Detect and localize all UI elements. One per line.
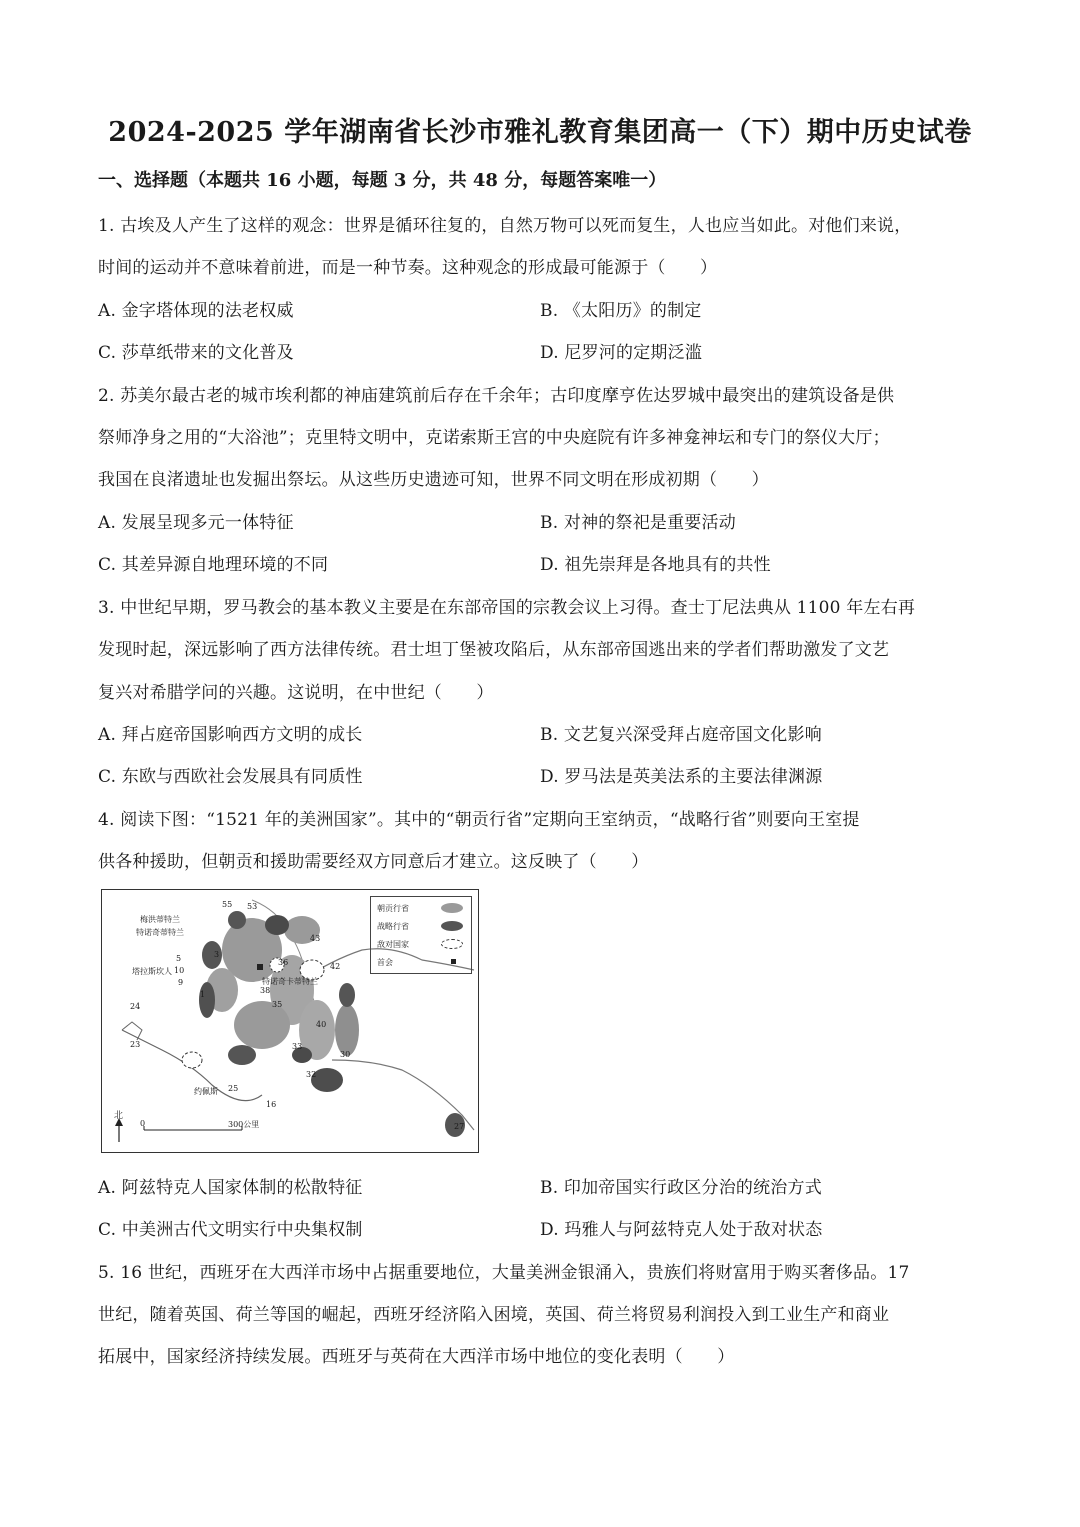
- q4-stem-line: 4. 阅读下图：“1521 年的美洲国家”。其中的“朝贡行省”定期向王室纳贡，“战略行省”则要向王室提: [98, 810, 860, 830]
- legend-label: 敌对国家: [377, 940, 409, 949]
- q2-option-c: C. 其差异源自地理环境的不同: [98, 555, 329, 575]
- q4-option-a: A. 阿兹特克人国家体制的松散特征: [98, 1178, 363, 1198]
- map-place-label: 约佩斯: [194, 1087, 218, 1096]
- q2-stem-line: 2. 苏美尔最古老的城市埃利都的神庙建筑前后存在千余年；古印度摩亨佐达罗城中最突出的建筑设备是供: [98, 386, 895, 406]
- q4-option-d: D. 玛雅人与阿兹特克人处于敌对状态: [540, 1220, 823, 1240]
- map-number: 16: [266, 1100, 277, 1109]
- map-number: 53: [247, 902, 258, 911]
- map-number: 23: [130, 1040, 141, 1049]
- aztec-map-figure: [101, 889, 479, 1153]
- legend-label: 战略行省: [377, 922, 409, 931]
- map-number: 35: [272, 1000, 283, 1009]
- q2-option-b: B. 对神的祭祀是重要活动: [540, 513, 736, 533]
- map-place-label: 特诺奇蒂特兰: [136, 928, 184, 937]
- map-number: 40: [316, 1020, 327, 1029]
- q2-stem-line: 我国在良渚遗址也发掘出祭坛。从这些历史遗迹可知，世界不同文明在形成初期（ ）: [98, 470, 769, 490]
- legend-label: 首会: [377, 958, 393, 967]
- exam-title: 2024-2025 学年湖南省长沙市雅礼教育集团高一（下）期中历史试卷: [108, 117, 972, 148]
- q3-option-c: C. 东欧与西欧社会发展具有同质性: [98, 767, 363, 787]
- q1-stem-line: 时间的运动并不意味着前进，而是一种节奏。这种观念的形成最可能源于（ ）: [98, 258, 718, 278]
- map-number: 3: [214, 950, 220, 959]
- map-number: 1: [200, 990, 206, 999]
- q4-option-b: B. 印加帝国实行政区分治的统治方式: [540, 1178, 822, 1198]
- map-place-label: 梅洪蒂特兰: [140, 915, 180, 924]
- q1-stem-line: 1. 古埃及人产生了这样的观念：世界是循环往复的，自然万物可以死而复生，人也应当如此。对他们来说，: [98, 216, 912, 236]
- scale-start-label: 0: [140, 1119, 146, 1128]
- map-number: 30: [340, 1050, 351, 1059]
- map-number: 43: [310, 934, 321, 943]
- map-number: 38: [260, 986, 271, 995]
- legend-swatch-capital: [451, 959, 456, 964]
- q1-option-a: A. 金字塔体现的法老权威: [98, 301, 294, 321]
- q3-stem-line: 3. 中世纪早期，罗马教会的基本教义主要是在东部帝国的宗教会议上习得。查士丁尼法典从 1100 年左右再: [98, 598, 916, 618]
- north-label: 北: [114, 1111, 124, 1121]
- scale-end-label: 300公里: [228, 1120, 260, 1129]
- map-number: 10: [174, 966, 185, 975]
- q1-option-d: D. 尼罗河的定期泛滥: [540, 343, 703, 363]
- map-legend: [370, 896, 472, 974]
- q3-option-d: D. 罗马法是英美法系的主要法律渊源: [540, 767, 823, 787]
- map-number: 25: [228, 1084, 239, 1093]
- legend-swatch-strategic: [441, 921, 463, 931]
- map-number: 32: [306, 1070, 317, 1079]
- q2-stem-line: 祭师净身之用的“大浴池”；克里特文明中，克诺索斯王宫的中央庭院有许多神龛神坛和专门的祭仪大厅；: [98, 428, 890, 448]
- map-number: 9: [178, 978, 184, 987]
- q1-option-b: B. 《太阳历》的制定: [540, 301, 702, 321]
- q3-option-a: A. 拜占庭帝国影响西方文明的成长: [98, 725, 363, 745]
- q4-stem-line: 供各种援助，但朝贡和援助需要经双方同意后才建立。这反映了（ ）: [98, 852, 649, 872]
- map-place-label: 特诺奇卡蒂特兰: [262, 977, 318, 986]
- map-number: 36: [278, 958, 289, 967]
- map-place-label: 塔拉斯坎人: [132, 967, 172, 976]
- q3-stem-line: 发现时起，深远影响了西方法律传统。君士坦丁堡被攻陷后，从东部帝国逃出来的学者们帮助激发了文艺: [98, 640, 890, 660]
- q1-option-c: C. 莎草纸带来的文化普及: [98, 343, 294, 363]
- map-number: 5: [176, 954, 182, 963]
- q5-stem-line: 拓展中，国家经济持续发展。西班牙与英荷在大西洋市场中地位的变化表明（ ）: [98, 1347, 735, 1367]
- map-number: 33: [292, 1042, 303, 1051]
- map-number: 27: [454, 1122, 465, 1131]
- map-number: 55: [222, 900, 233, 909]
- q2-option-a: A. 发展呈现多元一体特征: [98, 513, 294, 533]
- map-number: 24: [130, 1002, 141, 1011]
- legend-label: 朝贡行省: [377, 904, 409, 913]
- section-heading: 一、选择题（本题共 16 小题，每题 3 分，共 48 分，每题答案唯一）: [98, 170, 667, 191]
- map-number: 42: [330, 962, 341, 971]
- q3-option-b: B. 文艺复兴深受拜占庭帝国文化影响: [540, 725, 822, 745]
- q3-stem-line: 复兴对希腊学问的兴趣。这说明，在中世纪（ ）: [98, 683, 494, 703]
- q4-option-c: C. 中美洲古代文明实行中央集权制: [98, 1220, 363, 1240]
- legend-swatch-hostile: [441, 939, 463, 949]
- q5-stem-line: 世纪，随着英国、荷兰等国的崛起，西班牙经济陷入困境，英国、荷兰将贸易利润投入到工业生产和商业: [98, 1305, 890, 1325]
- legend-swatch-tribute: [441, 903, 463, 913]
- q5-stem-line: 5. 16 世纪，西班牙在大西洋市场中占据重要地位，大量美洲金银涌入，贵族们将财富用于购买奢侈品。17: [98, 1263, 910, 1283]
- q2-option-d: D. 祖先崇拜是各地具有的共性: [540, 555, 771, 575]
